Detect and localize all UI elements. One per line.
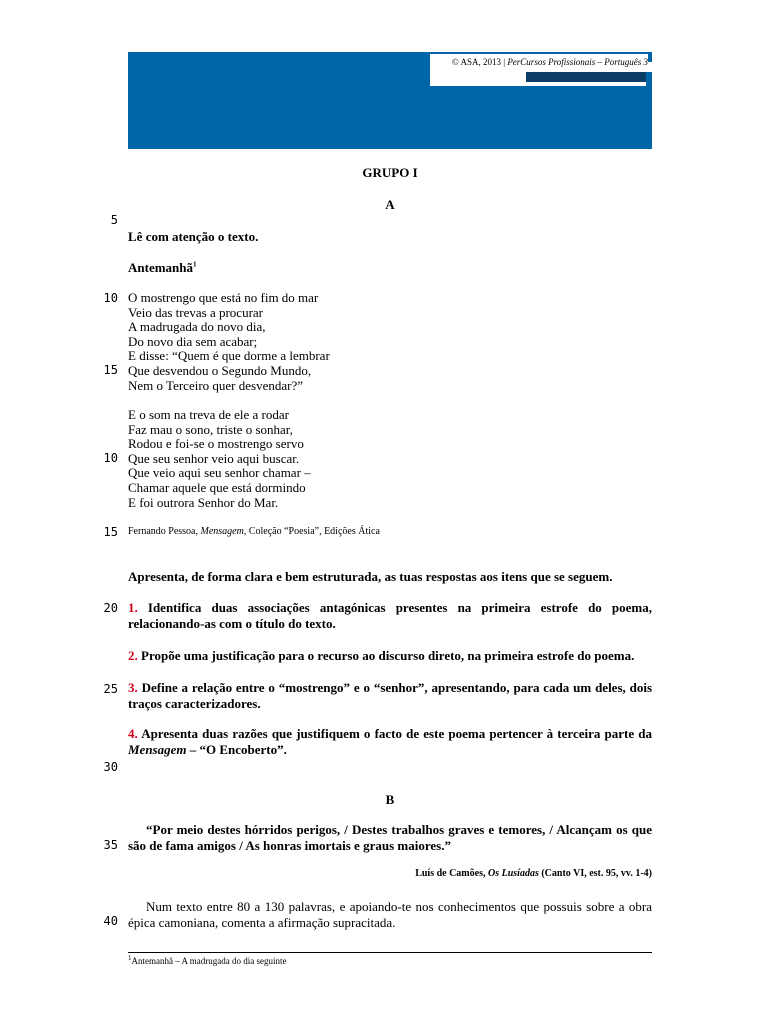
- line-number: 10: [103, 291, 118, 305]
- header-band-accent: [526, 72, 646, 82]
- poem-verse: E disse: “Quem é que dorme a lembrar: [128, 348, 330, 364]
- poem-verse: Que veio aqui seu senhor chamar –: [128, 465, 311, 481]
- copyright-notice: © ASA, 2013 | PerCursos Profissionais – Português 3: [430, 54, 648, 70]
- poem-verse: Faz mau o sono, triste o sonhar,: [128, 421, 293, 437]
- question-3: 3. Define a relação entre o “mostrengo” e o “senhor”, apresentando, para cada um deles, dois traços caracterizadores.: [128, 680, 653, 711]
- answer-prompt: Apresenta, de forma clara e bem estruturada, as tuas respostas aos itens que se seguem.: [128, 569, 613, 584]
- header-band-left: [128, 52, 430, 88]
- group-title: GRUPO I: [362, 165, 418, 180]
- line-number: 15: [103, 525, 118, 539]
- line-number: 25: [103, 682, 118, 696]
- poem-verse: Nem o Terceiro quer desvendar?”: [128, 377, 303, 393]
- line-number: 30: [103, 760, 118, 774]
- poem-source: Fernando Pessoa, Mensagem, Coleção “Poesia”, Edições Ática: [128, 526, 380, 537]
- poem-verse: Rodou e foi-se o mostrengo servo: [128, 436, 304, 452]
- camoes-source: Luís de Camões, Os Lusíadas (Canto VI, est. 95, vv. 1-4): [415, 868, 652, 879]
- section-a-title: A: [385, 197, 395, 212]
- reading-instruction: Lê com atenção o texto.: [128, 229, 259, 244]
- poem-verse: A madrugada do novo dia,: [128, 319, 266, 335]
- poem-verse: Que seu senhor veio aqui buscar.: [128, 450, 300, 466]
- footnote: $^1$Antemanhã – A madrugada do dia seguinte: [128, 954, 287, 966]
- line-number: 5: [110, 213, 118, 227]
- task-instruction: Num texto entre 80 a 130 palavras, e apoiando-te nos conhecimentos que possuis sobre a obra épica camoniana, comenta a afirmação supracitada.: [128, 899, 652, 930]
- header-band-main: [128, 86, 652, 149]
- line-number: 10: [103, 451, 118, 465]
- poem-verse: Do novo dia sem acabar;: [128, 333, 258, 349]
- poem-verse: E o som na treva de ele a rodar: [128, 407, 289, 422]
- line-number: 35: [103, 838, 118, 852]
- poem-title: Antemanhã$^1$: [128, 260, 197, 275]
- poem-stanza-1: [128, 291, 330, 393]
- section-b-title: B: [385, 792, 395, 807]
- poem-stanza-2: [128, 408, 311, 510]
- question-4: 4. Apresenta duas razões que justifiquem o facto de este poema pertencer à terceira parte da Mensagem – “O Encoberto”.: [128, 726, 652, 757]
- line-number: 15: [103, 363, 118, 377]
- poem-verse: Veio das trevas a procurar: [128, 304, 263, 320]
- question-1: 1. Identifica duas associações antagónicas presentes na primeira estrofe do poema, relacionando-as com o título do texto.: [128, 600, 653, 631]
- line-number: 20: [103, 601, 118, 615]
- poem-verse: E foi outrora Senhor do Mar.: [128, 494, 279, 510]
- poem-verse: Chamar aquele que está dormindo: [128, 479, 306, 495]
- camoes-quote: “Por meio destes hórridos perigos, / Destes trabalhos graves e temores, / Alcançam os que são de fama amigos / As honras imortais e graus maiores.”: [128, 822, 652, 853]
- footnote-divider: [128, 952, 652, 953]
- question-2: 2. Propõe uma justificação para o recurso ao discurso direto, na primeira estrofe do poema.: [128, 648, 635, 663]
- line-number: 40: [103, 914, 118, 928]
- poem-verse: O mostrengo que está no fim do mar: [128, 290, 319, 305]
- poem-verse: Que desvendou o Segundo Mundo,: [128, 362, 312, 378]
